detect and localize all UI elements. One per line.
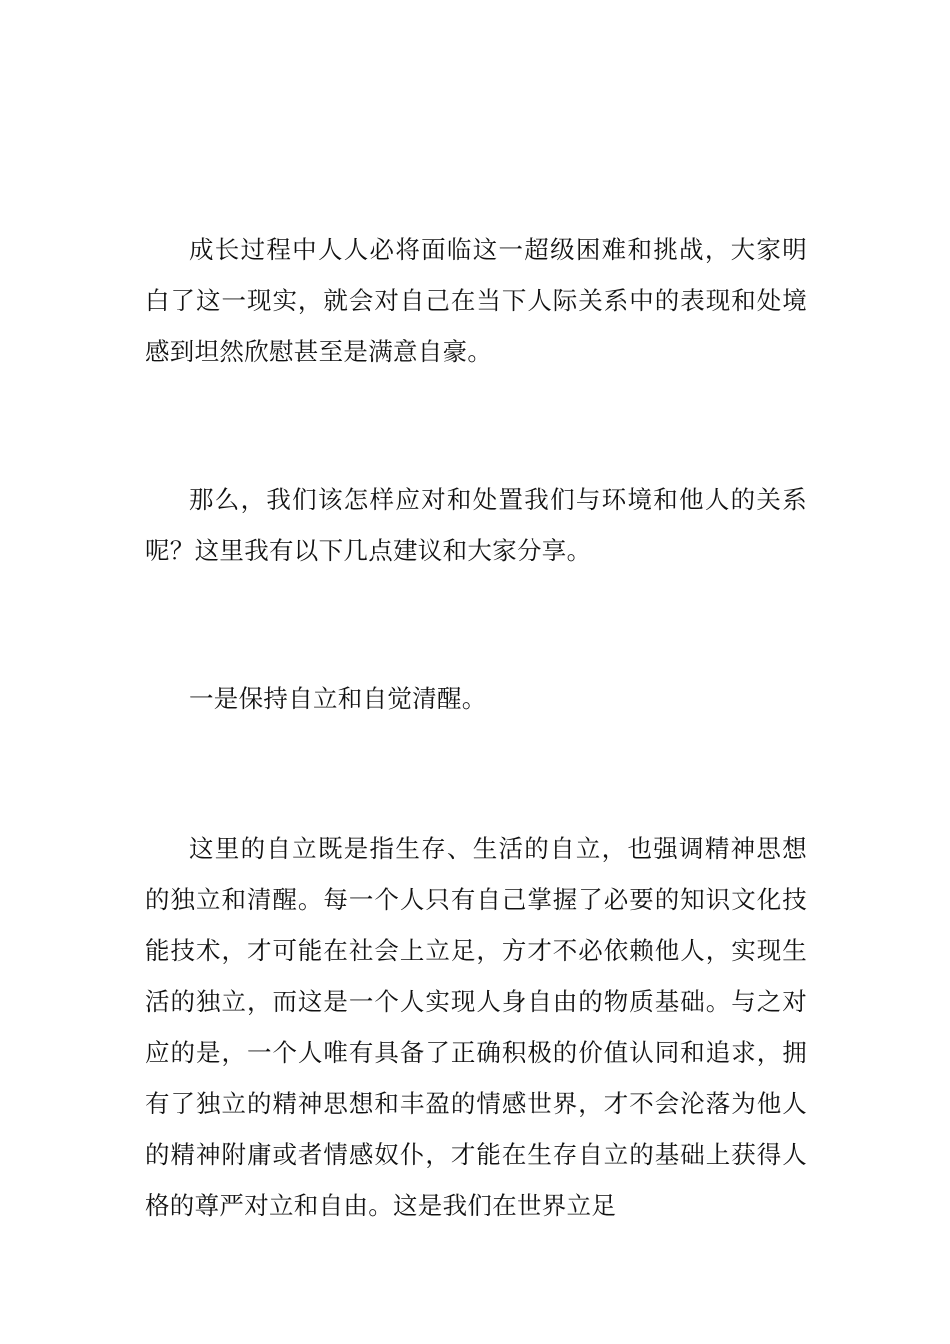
paragraph-point-one-heading: 一是保持自立和自觉清醒。: [189, 684, 487, 713]
paragraph-independence: 这里的自立既是指生存、生活的自立，也强调精神思想的独立和清醒。每一个人只有自己掌握了必要的知识文化技能技术，才可能在社会上立足，方才不必依赖他人，实现生活的独立，而这是一个人实现人身自由的物质基础。与之对应的是，一个人唯有具备了正确积极的价值认同和追求，拥有了独立的精神思想和丰盈的情感世界，才不会沦落为他人的精神附庸或者情感奴仆，才能在生存自立的基础上获得人格的尊严对立和自由。这是我们在世界立足: [145, 834, 807, 1220]
paragraph-challenge: 成长过程中人人必将面临这一超级困难和挑战，大家明白了这一现实，就会对自己在当下人际关系中的表现和处境感到坦然欣慰甚至是满意自豪。: [145, 235, 807, 366]
paragraph-question: 那么，我们该怎样应对和处置我们与环境和他人的关系呢？这里我有以下几点建议和大家分享。: [145, 485, 807, 565]
